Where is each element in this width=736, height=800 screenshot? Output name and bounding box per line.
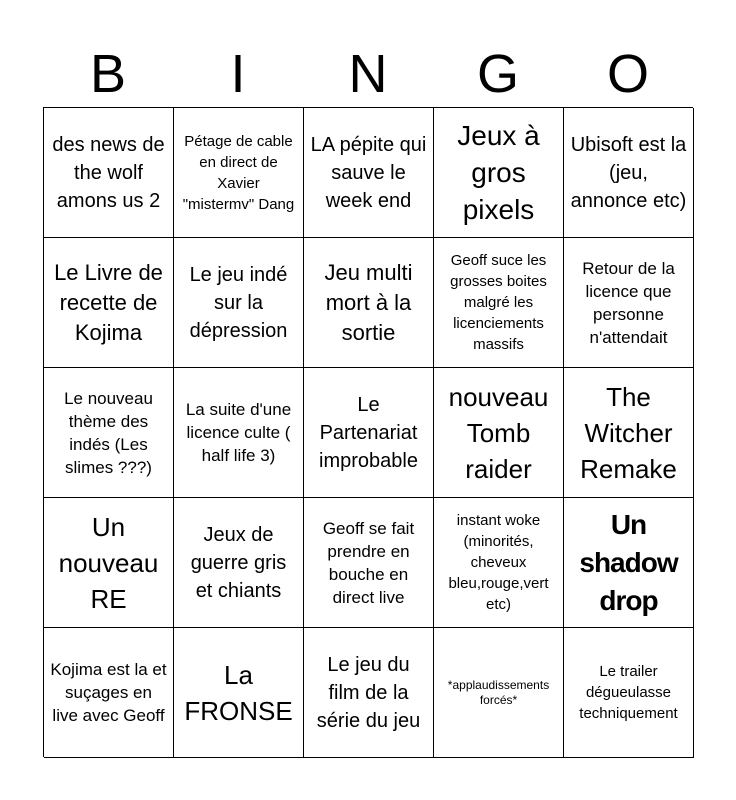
bingo-cell-text: Un shadow drop [579,508,678,616]
header-letter-n: N [348,44,388,104]
bingo-cell[interactable] [174,498,304,628]
bingo-cell-text: La FRONSE [184,659,293,726]
bingo-cell-text: Un nouveau RE [58,511,159,614]
bingo-cell-text: des news de the wolf amons us 2 [52,133,165,212]
bingo-cell[interactable] [174,368,304,498]
bingo-cell-text: Ubisoft est la (jeu, annonce etc) [570,133,687,212]
bingo-cell-text: The Witcher Remake [580,381,677,484]
bingo-cell-text: Geoff suce les grosses boites malgré les licenciements massifs [450,252,547,353]
bingo-header [43,40,693,108]
bingo-cell[interactable] [564,238,694,368]
bingo-cell-text: Kojima est la et suçages en live avec Geoff [50,660,167,725]
bingo-cell[interactable] [434,108,564,238]
bingo-cell[interactable] [434,498,564,628]
bingo-cell[interactable] [44,498,174,628]
bingo-cell-text: nouveau Tomb raider [448,381,549,484]
bingo-cell[interactable] [44,368,174,498]
bingo-cell-text: La suite d'une licence culte ( half life 3) [185,400,292,465]
bingo-cell[interactable] [434,368,564,498]
bingo-cell[interactable] [434,238,564,368]
bingo-cell[interactable] [174,238,304,368]
header-letter-b: B [89,44,127,104]
bingo-cell-text: Le Livre de recette de Kojima [54,259,163,345]
bingo-cell[interactable] [174,628,304,758]
bingo-cell-text: Le jeu du film de la série du jeu [316,653,421,732]
bingo-cell[interactable] [564,628,694,758]
header-letter-i: I [230,44,246,104]
bingo-cell-text: Pétage de cable en direct de Xavier "mistermv" Dang [182,132,295,213]
bingo-cell[interactable] [434,628,564,758]
bingo-cell-text: Le Partenariat improbable [319,393,418,472]
bingo-cell-text: Jeux à gros pixels [457,120,540,225]
bingo-cell[interactable] [304,628,434,758]
bingo-cell-text: Jeu multi mort à la sortie [324,259,413,345]
bingo-cell[interactable] [304,108,434,238]
bingo-cell[interactable] [44,108,174,238]
bingo-cell[interactable] [44,238,174,368]
bingo-cell[interactable] [564,498,694,628]
bingo-cell-text: Le nouveau thème des indés (Les slimes ???) [64,388,153,477]
bingo-cell[interactable] [564,368,694,498]
bingo-cell[interactable] [304,498,434,628]
bingo-cell[interactable] [304,368,434,498]
bingo-cell-text: *applaudissements forcés* [447,677,550,707]
bingo-cell-text: instant woke (minorités, cheveux bleu,rouge,vert etc) [448,512,549,613]
header-letter-g: G [476,44,519,104]
bingo-cell-text: Retour de la licence que personne n'attendait [582,258,675,347]
bingo-cell-text: Le jeu indé sur la dépression [189,263,288,342]
bingo-cell[interactable] [304,238,434,368]
bingo-cell-text: Le trailer dégueulasse techniquement [579,663,678,722]
bingo-cell-text: Jeux de guerre gris et chiants [190,523,287,602]
bingo-cell[interactable] [44,628,174,758]
bingo-cell[interactable] [174,108,304,238]
bingo-cell-text: Geoff se fait prendre en bouche en direct live [322,518,415,607]
bingo-cell[interactable] [564,108,694,238]
bingo-grid [43,107,693,757]
bingo-cell-text: LA pépite qui sauve le week end [310,133,427,212]
header-letter-o: O [606,44,649,104]
